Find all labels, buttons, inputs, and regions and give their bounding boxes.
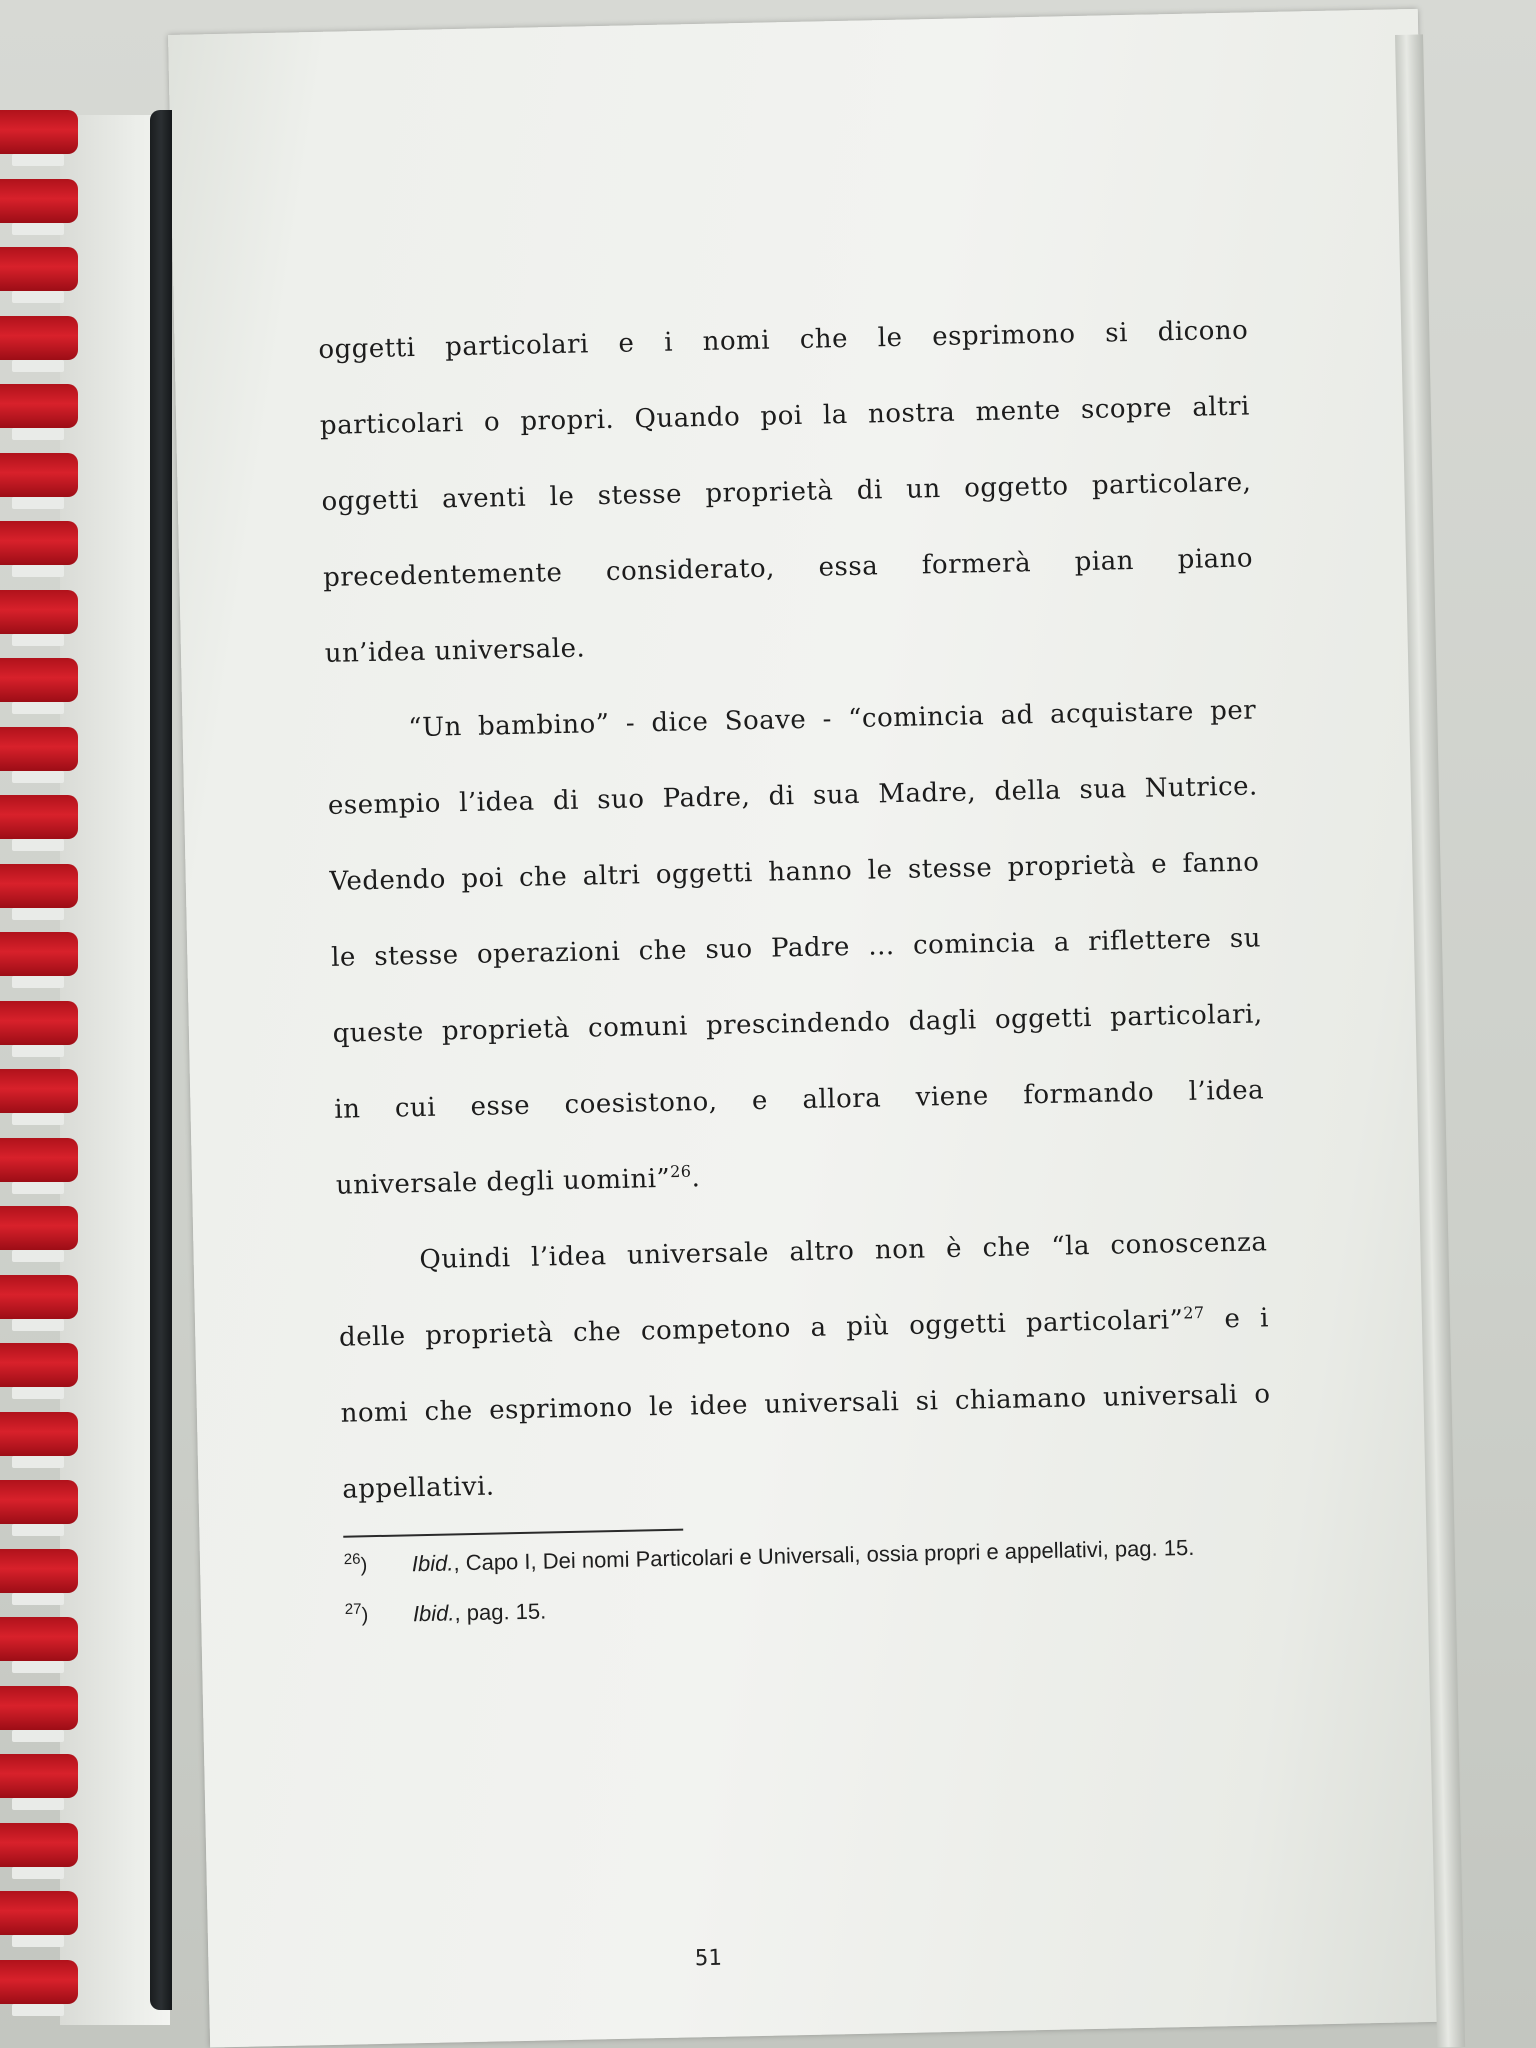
spiral-ring: [0, 1001, 78, 1045]
page-number: 51: [694, 1945, 722, 1972]
spiral-ring: [0, 1823, 78, 1867]
footnote-reference-27: 27: [1183, 1302, 1205, 1323]
paragraph-2: [326, 690, 1267, 1241]
text-line: nomi che esprimono le idee universali si chiamano universali o: [340, 1379, 1271, 1429]
spiral-ring: [0, 384, 78, 428]
spiral-ring: [0, 316, 78, 360]
text-line: le stesse operazioni che suo Padre ... comincia a riflettere su: [330, 923, 1262, 973]
text-line: in cui esse coesistono, e allora viene formando l’idea: [334, 1075, 1265, 1125]
text-span: e i: [1204, 1303, 1270, 1335]
spiral-ring: [0, 1960, 78, 2004]
spiral-ring: [0, 521, 78, 565]
footnote-number: [345, 1601, 369, 1629]
text-line: oggetti particolari e i nomi che le esprimono si dicono: [318, 315, 1249, 365]
footnote-body: , pag. 15.: [454, 1598, 547, 1626]
spiral-ring: [0, 932, 78, 976]
text-line: appellativi.: [341, 1471, 495, 1505]
spiral-ring: [0, 179, 78, 223]
spiral-ring: [0, 1206, 78, 1250]
text-line: esempio l’idea di suo Padre, di sua Madre, della sua Nutrice.: [327, 771, 1259, 821]
text-span: universale degli uomini”: [335, 1163, 671, 1201]
footnote-number-value: 26: [343, 1550, 361, 1569]
footnote-paren: ): [360, 1554, 368, 1577]
text-line: precedentemente considerato, essa formerà pian piano: [322, 543, 1254, 593]
spiral-ring: [0, 1686, 78, 1730]
footnote-number: [344, 1551, 368, 1579]
text-line: “Un bambino” - dice Soave - “comincia ad acquistare per: [408, 695, 1257, 744]
footnote-ibid: Ibid.: [412, 1600, 455, 1627]
text-line: oggetti aventi le stesse proprietà di un oggetto particolare,: [321, 467, 1252, 517]
text-line: queste proprietà comuni prescindendo dagli oggetti particolari,: [332, 999, 1263, 1049]
book-spine: [150, 110, 172, 2010]
spiral-ring: [0, 1754, 78, 1798]
spiral-ring: [0, 1549, 78, 1593]
spiral-ring: [0, 1069, 78, 1113]
spiral-ring: [0, 453, 78, 497]
page-body: [318, 311, 1275, 1652]
spiral-ring: [0, 110, 78, 154]
spiral-ring: [0, 1343, 78, 1387]
spiral-binding: [0, 110, 95, 2048]
footnote-number-value: 27: [344, 1600, 362, 1619]
text-line: Vedendo poi che altri oggetti hanno le stesse proprietà e fanno: [329, 847, 1260, 897]
spiral-ring: [0, 1275, 78, 1319]
spiral-ring: [0, 1891, 78, 1935]
spiral-ring: [0, 247, 78, 291]
footnote-reference-26: 26: [669, 1161, 692, 1182]
spiral-ring: [0, 658, 78, 702]
spiral-ring: [0, 1617, 78, 1661]
footnote-body: , Capo I, Dei nomi Particolari e Universali, ossia propri e appellativi, pag. 15.: [453, 1534, 1195, 1576]
paragraph-3: [337, 1222, 1273, 1545]
text-line: un’idea universale.: [324, 633, 586, 669]
text-line: Quindi l’idea universale altro non è che “la conoscenza: [419, 1227, 1268, 1276]
text-span: delle proprietà che competono a più oggetti particolari”: [338, 1305, 1184, 1353]
footnote-text: [413, 1582, 1275, 1628]
text-span: .: [691, 1163, 701, 1194]
text-line: particolari o propri. Quando poi la nostra mente scopre altri: [319, 391, 1251, 441]
footnote-27: [345, 1582, 1275, 1629]
spiral-ring: [0, 1138, 78, 1182]
spiral-ring: [0, 727, 78, 771]
spiral-ring: [0, 1412, 78, 1456]
spiral-ring: [0, 864, 78, 908]
footnote-ibid: Ibid.: [411, 1550, 454, 1577]
spiral-ring: [0, 795, 78, 839]
spiral-ring: [0, 1480, 78, 1524]
footnote-paren: ): [361, 1604, 369, 1627]
paragraph-1: [318, 311, 1256, 710]
spiral-ring: [0, 590, 78, 634]
